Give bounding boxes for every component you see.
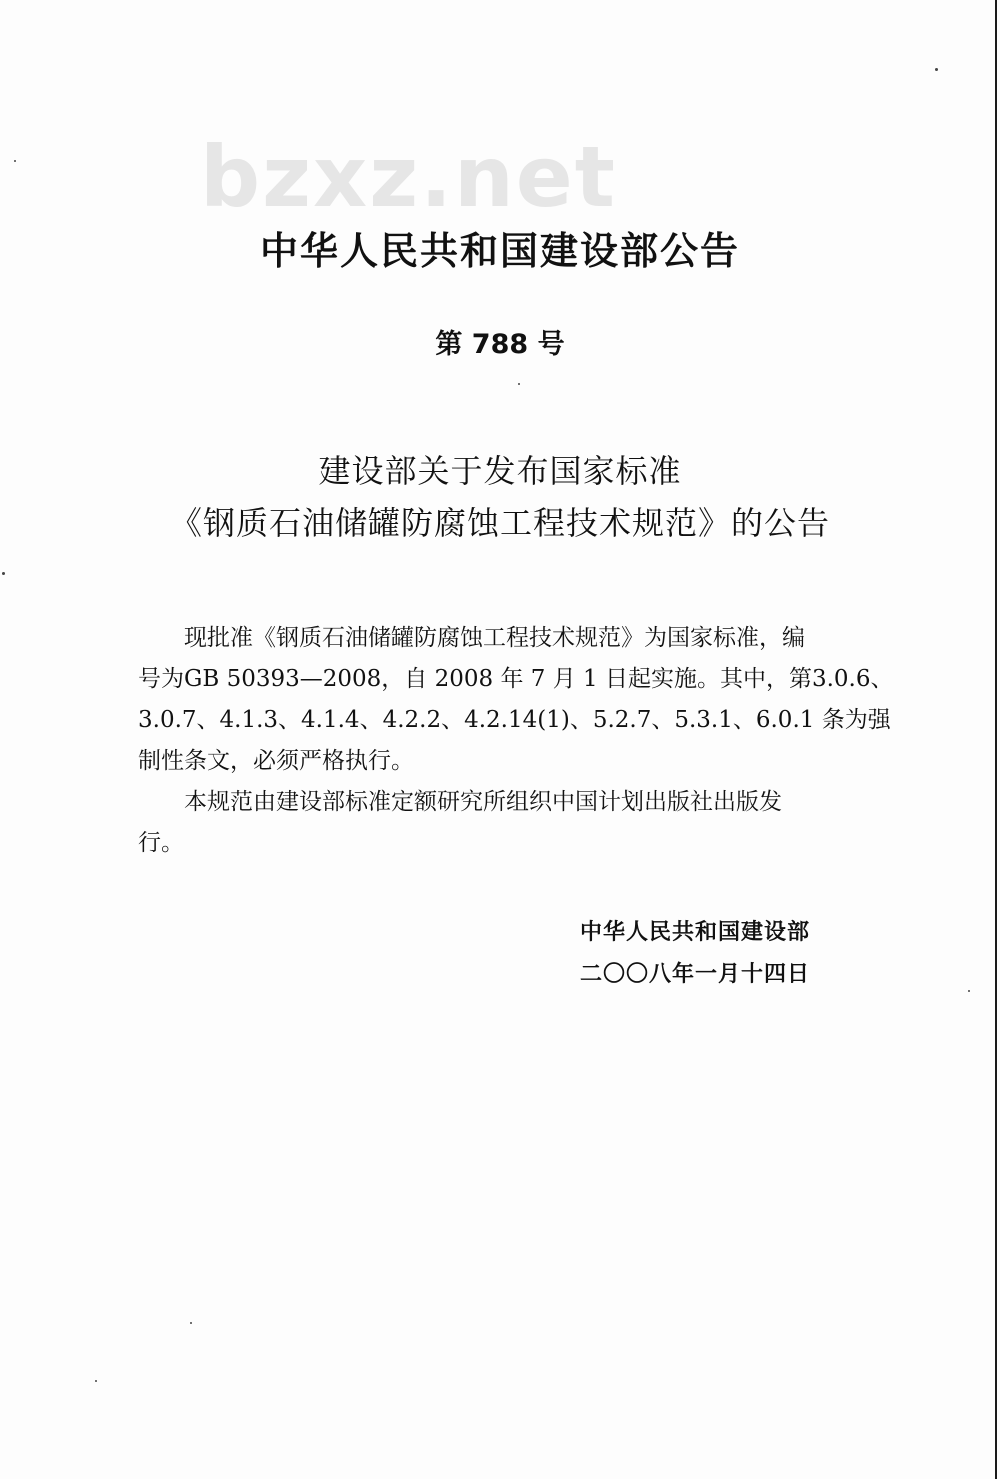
announcement-title: 中华人民共和国建设部公告 — [259, 229, 740, 273]
announcement-subtitle-line-1: 建设部关于发布国家标准 — [318, 452, 682, 490]
issuing-authority: 中华人民共和国建设部 — [580, 920, 811, 945]
announcement-subtitle-line-2: 《钢质石油储罐防腐蚀工程技术规范》的公告 — [169, 504, 830, 542]
approval-paragraph — [138, 618, 918, 782]
paragraph-line: 制性条文，必须严格执行。 — [138, 748, 414, 774]
watermark-text: bzxz.net — [200, 128, 617, 226]
scan-speck — [2, 572, 5, 575]
scan-speck — [935, 68, 938, 71]
scan-speck — [968, 990, 970, 992]
publication-paragraph — [138, 782, 918, 864]
scan-speck — [190, 1322, 192, 1324]
paragraph-line: 本规范由建设部标准定额研究所组织中国计划出版社出版发 — [184, 789, 782, 815]
paragraph-line: 行。 — [138, 830, 184, 856]
paragraph-line: 号为GB 50393—2008，自 2008 年 7 月 1 日起实施。其中，第3.0.6、 — [138, 666, 894, 692]
scan-speck — [14, 160, 16, 162]
scan-speck — [95, 1380, 97, 1382]
issue-date: 二〇〇八年一月十四日 — [580, 962, 811, 987]
paragraph-line: 3.0.7、4.1.3、4.1.4、4.2.2、4.2.14(1)、5.2.7、5.3.1、6.0.1 条为强 — [138, 707, 891, 733]
scan-speck — [518, 383, 520, 385]
paragraph-line: 现批准《钢质石油储罐防腐蚀工程技术规范》为国家标准，编 — [184, 625, 805, 651]
announcement-number: 第 788 号 — [435, 329, 565, 360]
